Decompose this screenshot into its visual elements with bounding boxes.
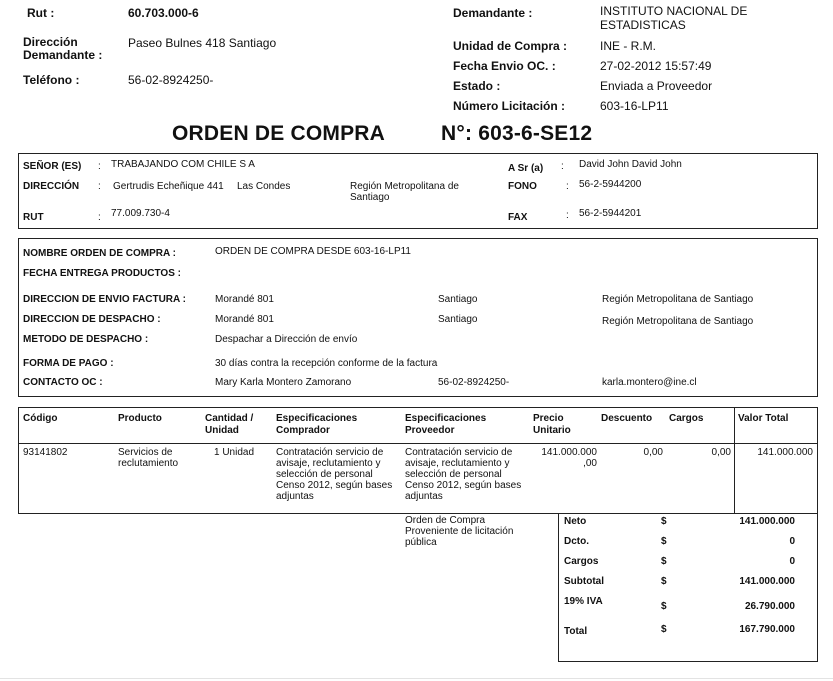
despacho-street: Morandé 801 xyxy=(215,314,274,325)
iva-label: 19% IVA xyxy=(564,596,603,607)
rut-label: Rut : xyxy=(27,6,55,20)
fecha-envio-value: 27-02-2012 15:57:49 xyxy=(600,59,712,73)
asr-label: A Sr (a) xyxy=(508,163,544,174)
supplier-direccion-comuna: Las Condes xyxy=(237,181,291,192)
numero-licitacion-label: Número Licitación : xyxy=(453,99,566,113)
order-number: N°: 603-6-SE12 xyxy=(441,122,593,145)
nombre-orden-label: NOMBRE ORDEN DE COMPRA : xyxy=(23,248,176,259)
row-cantidad: 1 Unidad xyxy=(214,447,255,458)
senor-colon: : xyxy=(98,161,101,172)
unidad-compra-label: Unidad de Compra : xyxy=(453,39,568,53)
forma-pago-value: 30 días contra la recepción conforme de la factura xyxy=(215,358,438,369)
metodo-despacho-value: Despachar a Dirección de envío xyxy=(215,334,358,345)
direccion-demandante-value: Paseo Bulnes 418 Santiago xyxy=(128,36,277,50)
contacto-email[interactable]: karla.montero@ine.cl xyxy=(602,377,697,388)
rut-colon: : xyxy=(98,212,101,223)
demandante-value: INSTITUTO NACIONAL DE ESTADISTICAS xyxy=(600,4,748,32)
page-bottom-edge xyxy=(0,678,833,679)
nombre-orden-value: ORDEN DE COMPRA DESDE 603-16-LP11 xyxy=(215,246,411,257)
unidad-compra-value: INE - R.M. xyxy=(600,39,656,53)
col-producto: Producto xyxy=(118,413,162,424)
row-valor: 141.000.000 xyxy=(757,447,813,458)
iva-value: 26.790.000 xyxy=(744,601,795,612)
telefono-label: Teléfono : xyxy=(23,73,80,87)
fax-value: 56-2-5944201 xyxy=(579,208,642,219)
licitacion-note: Orden de Compra Proveniente de licitación pública xyxy=(405,515,514,548)
supplier-direccion-region: Región Metropolitana de Santiago xyxy=(350,181,459,203)
contacto-label: CONTACTO OC : xyxy=(23,377,103,388)
contacto-phone: 56-02-8924250- xyxy=(438,377,510,388)
subtotal-currency: $ xyxy=(661,576,667,587)
direccion-colon: : xyxy=(98,181,101,192)
neto-label: Neto xyxy=(564,516,587,527)
asr-colon: : xyxy=(561,161,564,172)
fono-label: FONO xyxy=(508,181,537,192)
envio-factura-label: DIRECCION DE ENVIO FACTURA : xyxy=(23,294,186,305)
envio-factura-street: Morandé 801 xyxy=(215,294,274,305)
fax-label: FAX xyxy=(508,212,528,223)
numero-licitacion-value: 603-16-LP11 xyxy=(600,99,669,113)
row-espec-comprador: Contratación servicio de avisaje, reclutamiento y selección de personal Censo 2012, según bases adjuntas xyxy=(276,447,393,502)
supplier-rut-value: 77.009.730-4 xyxy=(111,208,170,219)
fax-colon: : xyxy=(566,210,569,221)
estado-label: Estado : xyxy=(453,79,501,93)
metodo-despacho-label: METODO DE DESPACHO : xyxy=(23,334,149,345)
col-espec-proveedor: Especificaciones Proveedor xyxy=(405,413,487,436)
rut-value: 60.703.000-6 xyxy=(128,6,199,20)
despacho-label: DIRECCION DE DESPACHO : xyxy=(23,314,161,325)
supplier-rut-label: RUT xyxy=(23,212,44,223)
estado-value: Enviada a Proveedor xyxy=(600,79,713,93)
fecha-entrega-label: FECHA ENTREGA PRODUCTOS : xyxy=(23,268,181,279)
envio-factura-city: Santiago xyxy=(438,294,478,305)
col-precio: Precio Unitario xyxy=(533,413,571,436)
demandante-label: Demandante : xyxy=(453,6,533,20)
col-descuento: Descuento xyxy=(601,413,653,424)
envio-factura-region: Región Metropolitana de Santiago xyxy=(602,294,754,305)
col-espec-comprador: Especificaciones Comprador xyxy=(276,413,358,436)
asr-value: David John David John xyxy=(579,159,682,170)
row-cargos: 0,00 xyxy=(711,447,731,458)
direccion-demandante-label: Dirección Demandante : xyxy=(23,35,103,62)
despacho-region: Región Metropolitana de Santiago xyxy=(602,316,754,327)
fecha-envio-label: Fecha Envio OC. : xyxy=(453,59,556,73)
senor-label: SEÑOR (ES) xyxy=(23,161,82,172)
col-valor: Valor Total xyxy=(738,413,789,424)
dcto-value: 0 xyxy=(789,536,795,547)
valor-column-divider xyxy=(734,407,735,514)
neto-value: 141.000.000 xyxy=(739,516,795,527)
items-header-divider xyxy=(18,443,818,444)
neto-currency: $ xyxy=(661,516,667,527)
total-label: Total xyxy=(564,626,588,637)
cargos-currency: $ xyxy=(661,556,667,567)
supplier-direccion-street: Gertrudis Echeñique 441 xyxy=(113,181,224,192)
col-cantidad: Cantidad / Unidad xyxy=(205,413,254,436)
senor-value: TRABAJANDO COM CHILE S A xyxy=(111,159,255,170)
total-currency: $ xyxy=(661,624,667,635)
dcto-currency: $ xyxy=(661,536,667,547)
subtotal-value: 141.000.000 xyxy=(739,576,795,587)
cargos-label: Cargos xyxy=(564,556,599,567)
telefono-value: 56-02-8924250- xyxy=(128,73,214,87)
col-codigo: Código xyxy=(23,413,58,424)
col-cargos: Cargos xyxy=(669,413,704,424)
contacto-name: Mary Karla Montero Zamorano xyxy=(215,377,352,388)
forma-pago-label: FORMA DE PAGO : xyxy=(23,358,114,369)
subtotal-label: Subtotal xyxy=(564,576,604,587)
fono-colon: : xyxy=(566,181,569,192)
row-codigo: 93141802 xyxy=(23,447,68,458)
despacho-city: Santiago xyxy=(438,314,478,325)
supplier-direccion-label: DIRECCIÓN xyxy=(23,181,80,192)
row-descuento: 0,00 xyxy=(643,447,663,458)
row-precio: 141.000.000 ,00 xyxy=(541,447,597,469)
cargos-value: 0 xyxy=(789,556,795,567)
row-espec-proveedor: Contratación servicio de avisaje, reclutamiento y selección de personal Censo 2012, según bases adjuntas xyxy=(405,447,522,502)
iva-currency: $ xyxy=(661,601,667,612)
page-title: ORDEN DE COMPRA xyxy=(172,122,386,145)
row-producto: Servicios de reclutamiento xyxy=(118,447,179,469)
fono-value: 56-2-5944200 xyxy=(579,179,642,190)
total-value: 167.790.000 xyxy=(739,624,795,635)
dcto-label: Dcto. xyxy=(564,536,589,547)
